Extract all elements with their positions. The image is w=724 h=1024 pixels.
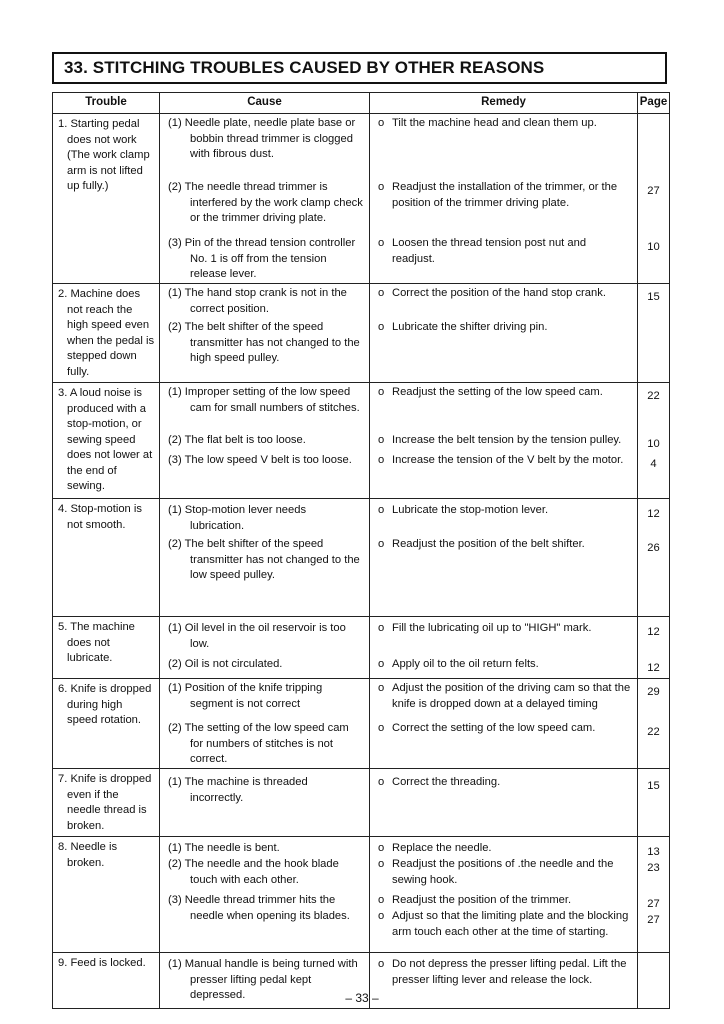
page-number: – 33 –	[345, 991, 379, 1005]
bullet-marker: o	[378, 181, 385, 193]
page-cell	[638, 679, 670, 769]
remedy-text: Correct the position of the hand stop crank.	[392, 287, 606, 299]
cause-text: (1) Needle plate, needle plate base or bobbin thread trimmer is clogged with fibrous dust.	[168, 117, 356, 160]
remedy-text: Apply oil to the oil return felts.	[392, 658, 539, 670]
page-ref: 10	[647, 438, 660, 450]
trouble-cell: 8. Needle is broken.	[53, 837, 160, 953]
page-ref: 15	[647, 780, 660, 792]
bullet-marker: o	[378, 622, 385, 634]
cause-cell	[160, 617, 370, 679]
page-ref: 22	[647, 390, 660, 402]
bullet-marker: o	[378, 776, 385, 788]
remedy-item	[370, 433, 637, 449]
cause-text: (2) The needle thread trimmer is interfered by the work clamp check or the trimmer driving plate.	[168, 181, 363, 224]
remedy-text: Readjust the setting of the low speed cam.	[392, 386, 603, 398]
remedy-item	[370, 180, 637, 211]
page-ref: 29	[647, 686, 660, 698]
remedy-item	[370, 503, 637, 519]
cause-text: (2) The belt shifter of the speed transmitter has not changed to the low speed pulley.	[168, 538, 360, 581]
cause-cell	[160, 114, 370, 284]
bullet-marker: o	[378, 504, 385, 516]
bullet-marker: o	[378, 842, 385, 854]
cause-cell	[160, 383, 370, 499]
remedy-item	[370, 621, 637, 637]
bullet-marker: o	[378, 658, 385, 670]
page-ref: 10	[647, 241, 660, 253]
cause-cell	[160, 284, 370, 383]
remedy-item	[370, 681, 637, 712]
remedy-item	[370, 957, 637, 988]
cause-text: (2) The needle and the hook blade touch with each other.	[168, 858, 339, 886]
remedy-text: Adjust the position of the driving cam so that the knife is dropped down at a delayed timing	[392, 682, 631, 710]
bullet-marker: o	[378, 454, 385, 466]
page-ref: 27	[647, 914, 660, 926]
remedy-item	[370, 236, 637, 267]
remedy-text: Readjust the positions of .the needle and the sewing hook.	[392, 858, 614, 886]
page-cell	[638, 499, 670, 617]
remedy-text: Lubricate the stop-motion lever.	[392, 504, 549, 516]
remedy-text: Tilt the machine head and clean them up.	[392, 117, 597, 129]
bullet-marker: o	[378, 682, 385, 694]
page-cell	[638, 837, 670, 953]
cause-text: (3) Needle thread trimmer hits the needle when opening its blades.	[168, 894, 350, 922]
cause-cell	[160, 837, 370, 953]
bullet-marker: o	[378, 237, 385, 249]
page-ref: 27	[647, 185, 660, 197]
bullet-marker: o	[378, 117, 385, 129]
remedy-item	[370, 320, 637, 336]
trouble-cell: 1. Starting pedal does not work (The work clamp arm is not lifted up fully.)	[53, 114, 160, 284]
page-ref: 12	[647, 662, 660, 674]
cause-text: (1) Stop-motion lever needs lubrication.	[168, 504, 307, 532]
trouble-cell: 5. The machine does not lubricate.	[53, 617, 160, 679]
cause-text: (1) Manual handle is being turned with presser lifting pedal kept depressed.	[168, 958, 358, 1001]
remedy-item	[370, 857, 637, 888]
bullet-marker: o	[378, 287, 385, 299]
remedy-item	[370, 453, 637, 469]
remedy-cell	[370, 499, 638, 617]
remedy-text: Correct the threading.	[392, 776, 501, 788]
remedy-text: Increase the tension of the V belt by the motor.	[392, 454, 624, 466]
page-ref: 13	[647, 846, 660, 858]
bullet-marker: o	[378, 894, 385, 906]
page-cell	[638, 284, 670, 383]
trouble-cell: 6. Knife is dropped during high speed rotation.	[53, 679, 160, 769]
remedy-text: Readjust the position of the belt shifter.	[392, 538, 585, 550]
remedy-text: Replace the needle.	[392, 842, 492, 854]
table-row	[53, 383, 670, 499]
page-ref: 4	[650, 458, 657, 470]
trouble-cell: 3. A loud noise is produced with a stop-motion, or sewing speed does not lower at the end of sewing.	[53, 383, 160, 499]
page-ref: 12	[647, 508, 660, 520]
cause-text: (1) Improper setting of the low speed cam for small numbers of stitches.	[168, 386, 360, 414]
page-ref: 26	[647, 542, 660, 554]
cause-text: (1) Position of the knife tripping segment is not correct	[168, 682, 323, 710]
cause-text: (1) The needle is bent.	[168, 842, 280, 854]
trouble-cell: 7. Knife is dropped even if the needle thread is broken.	[53, 769, 160, 837]
remedy-text: Lubricate the shifter driving pin.	[392, 321, 548, 333]
page-ref: 23	[647, 862, 660, 874]
remedy-cell	[370, 383, 638, 499]
table-row	[53, 114, 670, 284]
header-remedy: Remedy	[370, 93, 638, 114]
remedy-cell	[370, 617, 638, 679]
cause-text: (1) The hand stop crank is not in the correct position.	[168, 287, 347, 315]
bullet-marker: o	[378, 722, 385, 734]
remedy-text: Increase the belt tension by the tension pulley.	[392, 434, 622, 446]
remedy-item	[370, 893, 637, 909]
remedy-item	[370, 721, 637, 737]
remedy-item	[370, 537, 637, 553]
page-cell	[638, 114, 670, 284]
cause-text: (2) The flat belt is too loose.	[168, 434, 306, 446]
cause-text: (2) The setting of the low speed cam for numbers of stitches is not correct.	[168, 722, 349, 765]
page-cell	[638, 383, 670, 499]
header-page: Page	[638, 93, 670, 114]
remedy-item	[370, 116, 637, 132]
table-row	[53, 617, 670, 679]
bullet-marker: o	[378, 538, 385, 550]
cause-cell	[160, 499, 370, 617]
bullet-marker: o	[378, 434, 385, 446]
remedy-cell	[370, 837, 638, 953]
table-body	[53, 114, 670, 1009]
header-cause: Cause	[160, 93, 370, 114]
remedy-item	[370, 775, 637, 791]
remedy-item	[370, 657, 637, 673]
page-cell	[638, 617, 670, 679]
remedy-item	[370, 385, 637, 401]
page-ref: 12	[647, 626, 660, 638]
bullet-marker: o	[378, 858, 385, 870]
remedy-cell	[370, 284, 638, 383]
bullet-marker: o	[378, 958, 385, 970]
table-header-row	[53, 93, 670, 114]
bullet-marker: o	[378, 321, 385, 333]
cause-cell	[160, 769, 370, 837]
page-ref: 27	[647, 898, 660, 910]
cause-cell	[160, 679, 370, 769]
remedy-cell	[370, 769, 638, 837]
trouble-cell: 2. Machine does not reach the high speed even when the pedal is stepped down fully.	[53, 284, 160, 383]
page-ref: 15	[647, 291, 660, 303]
table-row	[53, 499, 670, 617]
bullet-marker: o	[378, 386, 385, 398]
cause-text: (2) Oil is not circulated.	[168, 658, 283, 670]
trouble-cell: 4. Stop-motion is not smooth.	[53, 499, 160, 617]
remedy-text: Fill the lubricating oil up to "HIGH" mark.	[392, 622, 592, 634]
remedy-text: Loosen the thread tension post nut and readjust.	[392, 237, 587, 265]
remedy-item	[370, 286, 637, 302]
table-row	[53, 769, 670, 837]
remedy-text: Correct the setting of the low speed cam.	[392, 722, 596, 734]
remedy-text: Readjust the position of the trimmer.	[392, 894, 572, 906]
page-ref: 22	[647, 726, 660, 738]
remedy-text: Do not depress the presser lifting pedal. Lift the presser lifting lever and release the lock.	[392, 958, 627, 986]
remedy-item	[370, 841, 637, 857]
page-cell	[638, 769, 670, 837]
header-trouble: Trouble	[53, 93, 160, 114]
remedy-text: Adjust so that the limiting plate and the blocking arm touch each other at the time of starting.	[392, 910, 629, 938]
cause-text: (1) Oil level in the oil reservoir is too low.	[168, 622, 346, 650]
remedy-cell	[370, 679, 638, 769]
troubleshooting-table	[52, 92, 670, 1009]
remedy-text: Readjust the installation of the trimmer, or the position of the trimmer driving plate.	[392, 181, 618, 209]
table-row	[53, 679, 670, 769]
trouble-cell: 9. Feed is locked.	[53, 953, 160, 1009]
remedy-item	[370, 909, 637, 940]
cause-text: (3) Pin of the thread tension controller No. 1 is off from the tension release lever.	[168, 237, 356, 280]
table-row	[53, 284, 670, 383]
section-title: 33. STITCHING TROUBLES CAUSED BY OTHER REASONS	[64, 58, 545, 77]
table-row	[53, 837, 670, 953]
bullet-marker: o	[378, 910, 385, 922]
cause-text: (3) The low speed V belt is too loose.	[168, 454, 352, 466]
section-title-box	[52, 52, 667, 84]
cause-text: (2) The belt shifter of the speed transmitter has not changed to the high speed pulley.	[168, 321, 360, 364]
remedy-cell	[370, 114, 638, 284]
cause-text: (1) The machine is threaded incorrectly.	[168, 776, 308, 804]
